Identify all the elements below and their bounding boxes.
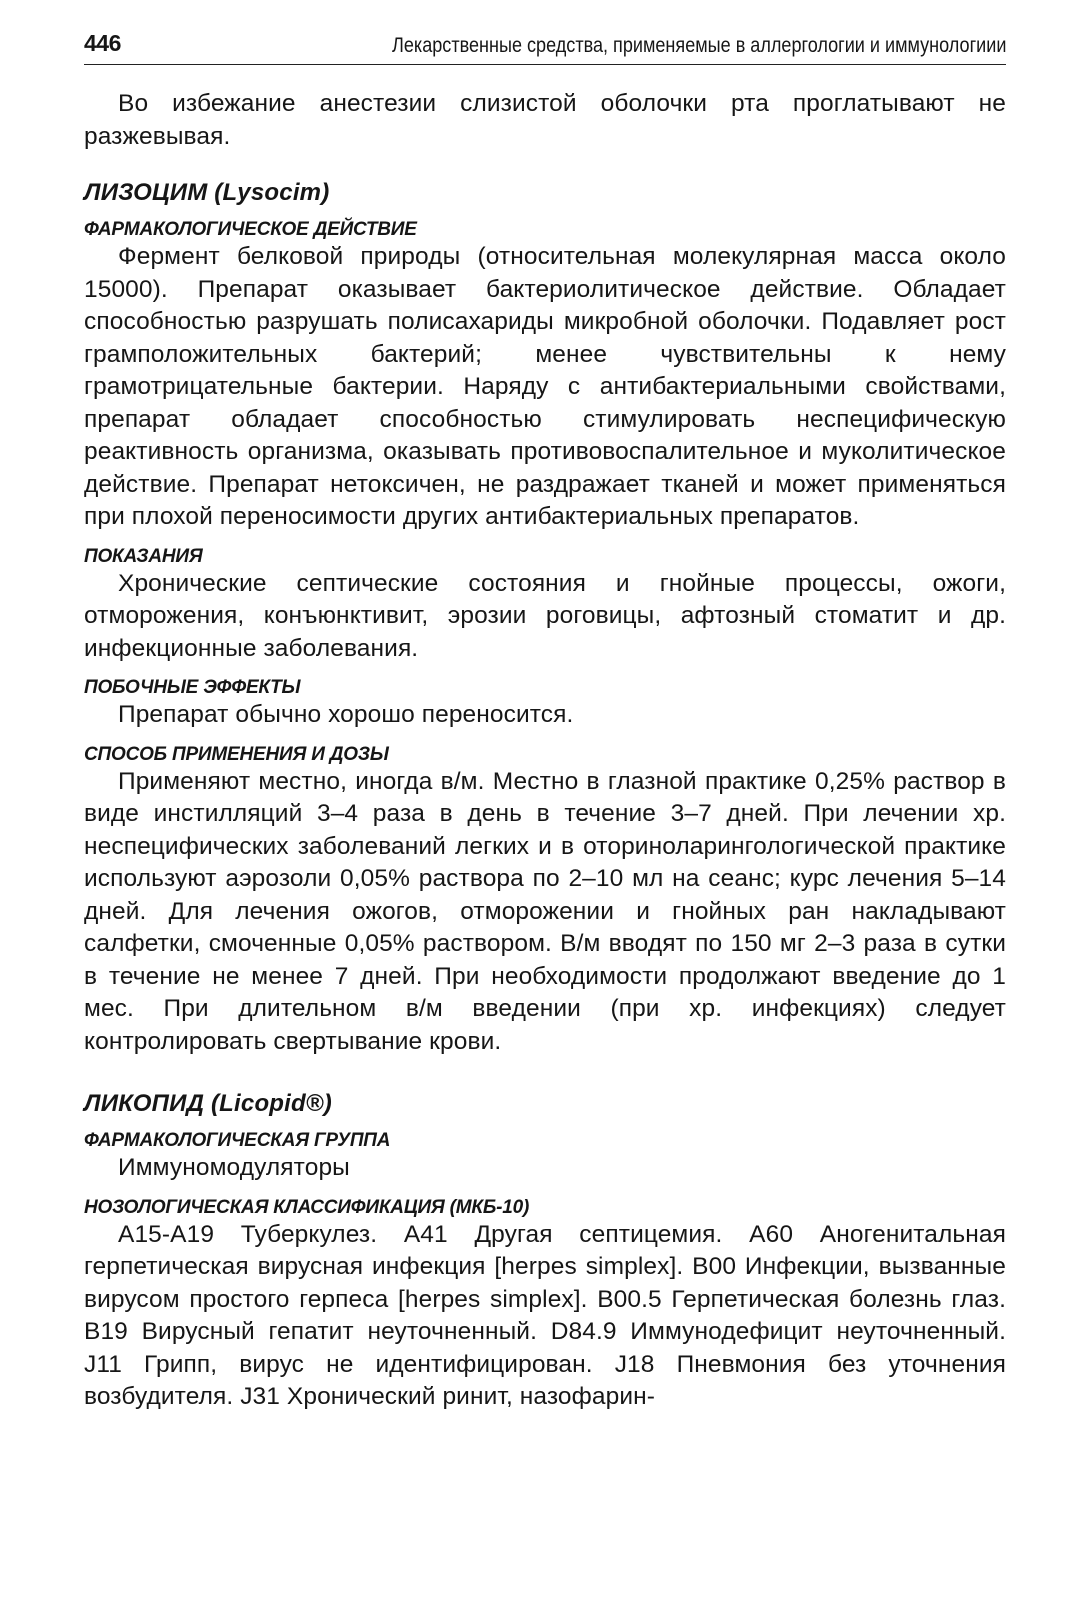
indications-heading: ПОКАЗАНИЯ [84, 545, 203, 567]
page-body [84, 88, 1006, 1414]
licopid-entry [84, 1088, 1006, 1414]
drug-title-lysocim: ЛИЗОЦИМ (Lysocim) [84, 179, 330, 206]
dosage-heading: СПОСОБ ПРИМЕНЕНИЯ И ДОЗЫ [84, 743, 389, 765]
pharm-group-heading: ФАРМАКОЛОГИЧЕСКАЯ ГРУППА [84, 1130, 391, 1151]
nosology-heading: НОЗОЛОГИЧЕСКАЯ КЛАССИФИКАЦИЯ (МКБ-10) [84, 1196, 530, 1218]
running-title: Лекарственные средства, применяемые в аллергологии и иммунологиии [391, 34, 1006, 57]
pharm-action-heading: ФАРМАКОЛОГИЧЕСКОЕ ДЕЙСТВИЕ [84, 219, 417, 240]
side-effects-text: Препарат обычно хорошо переносится. [118, 701, 574, 728]
pharm-group-text: Иммуномодуляторы [118, 1154, 350, 1181]
page-number: 446 [84, 30, 121, 56]
indications-text: Хронические септические состояния и гнойные процессы, ожоги, отморожения, конъюнктивит, эрозии роговицы, афтозный стоматит и др. инфекционные заболевания. [84, 569, 1006, 662]
side-effects-heading: ПОБОЧНЫЕ ЭФФЕКТЫ [84, 677, 301, 698]
lysocim-entry [84, 177, 1006, 1058]
pharm-action-text: Фермент белковой природы (относительная молекулярная масса около 15000). Препарат оказывает бактериолитическое действие. Обладает способностью разрушать полисахариды микробной оболочки. Подавляет рост грамположительных бактерий; менее чувствительны к нему грамотрицательные бактерии. Наряду с антибактериальными свойствами, препарат обладает способностью стимулировать неспецифическую реактивность организма, оказывать противовоспалительное и муколитическое действие. Препарат нетоксичен, не раздражает тканей и может применяться при плохой переносимости других антибактериальных препаратов. [84, 243, 1006, 530]
running-header [84, 30, 1006, 65]
intro-paragraph: Во избежание анестезии слизистой оболочки рта проглатывают не разжевывая. [84, 90, 1006, 150]
nosology-text: A15-A19 Туберкулез. A41 Другая септицемия. A60 Аногенитальная герпетическая вирусная инфекция [herpes simplex]. B00 Инфекции, вызванные вирусом простого герпеса [herpes simplex]. B00.5 Герпетическая болезнь глаз. B19 Вирусный гепатит неуточненный. D84.9 Иммунодефицит неуточненный. J11 Грипп, вирус не идентифицирован. J18 Пневмония без уточнения возбудителя. J31 Хронический ринит, назофарин- [84, 1220, 1006, 1410]
drug-title-licopid: ЛИКОПИД (Licopid®) [84, 1090, 332, 1117]
dosage-text: Применяют местно, иногда в/м. Местно в глазной практике 0,25% раствор в виде инстилляций 3–4 раза в день в течение 3–7 дней. При лечении хр. неспецифических заболеваний легких и в оториноларингологической практике используют аэрозоли 0,05% раствора по 2–10 мл на сеанс; курс лечения 5–14 дней. Для лечения ожогов, отморожении и гнойных ран накладывают салфетки, смоченные 0,05% раствором. В/м вводят по 150 мг 2–3 раза в сутки в течение не менее 7 дней. При необходимости продолжают введение до 1 мес. При длительном в/м введении (при хр. инфекциях) следует контролировать свертывание крови. [84, 767, 1006, 1055]
